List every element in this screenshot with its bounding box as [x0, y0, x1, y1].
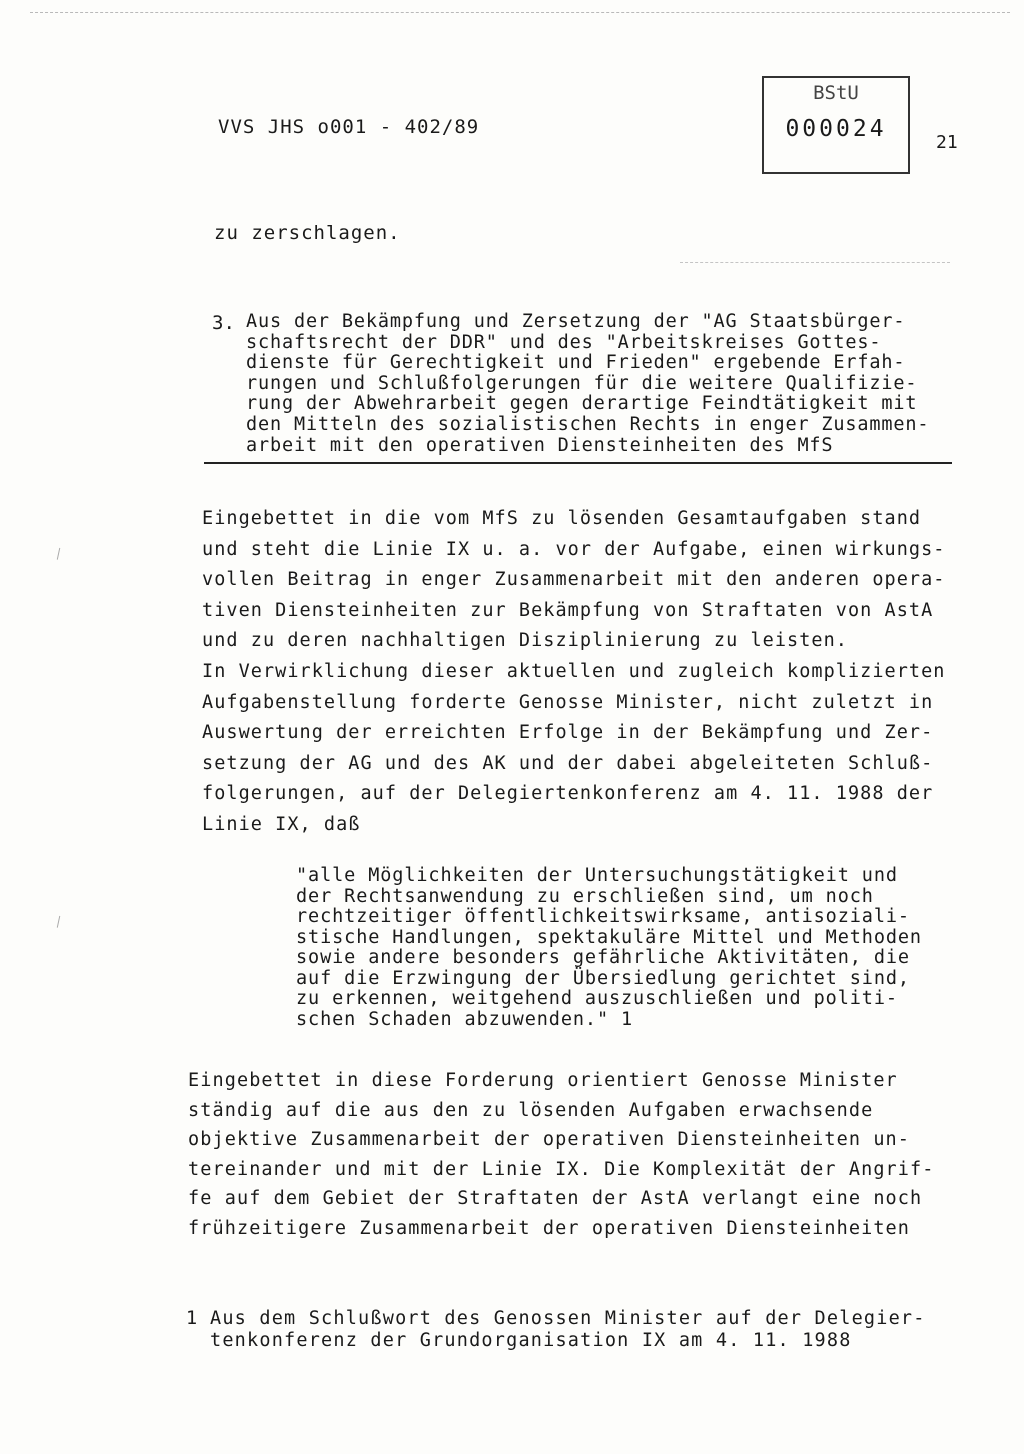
faint-divider — [680, 262, 950, 263]
footnote-text — [210, 1308, 926, 1352]
text-line: Auswertung der erreichten Erfolge in der Bekämpfung und Zer- — [202, 722, 934, 744]
margin-mark — [57, 548, 62, 560]
footnote-line: Aus dem Schlußwort des Genossen Minister auf der Delegier- — [210, 1308, 926, 1329]
heading-line: den Mitteln des sozialistischen Rechts in enger Zusammen- — [246, 413, 930, 435]
quote-line: "alle Möglichkeiten der Untersuchungstätigkeit und — [296, 865, 898, 886]
archive-stamp — [762, 76, 910, 174]
quote-line: schen Schaden abzuwenden." 1 — [296, 1008, 634, 1030]
heading-line: rungen und Schlußfolgerungen für die weitere Qualifizie- — [246, 372, 918, 394]
margin-mark — [57, 916, 62, 928]
page-number: 21 — [936, 132, 958, 153]
text-line: tereinander und mit der Linie IX. Die Komplexität der Angrif- — [188, 1158, 935, 1180]
text-line: ständig auf die aus den zu lösenden Aufgaben erwachsende — [188, 1099, 874, 1121]
section-number: 3. — [212, 312, 235, 334]
footnote-line: tenkonferenz der Grundorganisation IX am 4. 11. 1988 — [210, 1330, 852, 1351]
section-heading-text — [246, 312, 954, 456]
document-reference: VVS JHS o001 - 402/89 — [218, 116, 480, 138]
text-line: und zu deren nachhaltigen Disziplinierung zu leisten. — [202, 630, 848, 652]
text-line: Linie IX, daß — [202, 813, 361, 835]
text-line: objektive Zusammenarbeit der operativen Diensteinheiten un- — [188, 1129, 911, 1151]
body-paragraph-2 — [188, 1066, 948, 1244]
text-line: In Verwirklichung dieser aktuellen und zugleich komplizierten — [202, 660, 946, 682]
quote-line: der Rechtsanwendung zu erschließen sind, um noch — [296, 885, 874, 907]
quote-line: auf die Erzwingung der Übersiedlung gerichtet sind, — [296, 967, 910, 989]
text-line: frühzeitigere Zusammenarbeit der operativen Diensteinheiten — [188, 1217, 911, 1239]
block-quote — [296, 866, 936, 1030]
heading-line: schaftsrecht der DDR" und des "Arbeitskreises Gottes- — [246, 331, 882, 353]
text-line: folgerungen, auf der Delegiertenkonferenz am 4. 11. 1988 der — [202, 783, 934, 805]
quote-line: rechtzeitiger öffentlichkeitswirksame, antisoziali- — [296, 906, 910, 927]
top-divider — [30, 12, 1010, 13]
text-line: setzung der AG und des AK und der dabei abgeleiteten Schluß- — [202, 752, 934, 774]
text-line: fe auf dem Gebiet der Straftaten der AstA verlangt eine noch — [188, 1188, 923, 1210]
quote-line: sowie andere besonders gefährliche Aktivitäten, die — [296, 947, 910, 968]
heading-line: arbeit mit den operativen Diensteinheiten des MfS — [246, 434, 834, 456]
continuation-text: zu zerschlagen. — [214, 222, 401, 244]
text-line: vollen Beitrag in enger Zusammenarbeit mit den anderen opera- — [202, 569, 946, 591]
text-line: Aufgabenstellung forderte Genosse Minister, nicht zuletzt in — [202, 691, 934, 713]
text-line: Eingebettet in die vom MfS zu lösenden Gesamtaufgaben stand — [202, 508, 922, 529]
stamp-organization: BStU — [813, 82, 859, 104]
quote-line: zu erkennen, weitgehend auszuschließen und politi- — [296, 988, 898, 1009]
heading-line: rung der Abwehrarbeit gegen derartige Feindtätigkeit mit — [246, 393, 918, 415]
heading-line: dienste für Gerechtigkeit und Frieden" ergebende Erfah- — [246, 352, 906, 374]
body-paragraph-1 — [202, 504, 962, 841]
footnote-number: 1 — [186, 1308, 198, 1329]
text-line: tiven Diensteinheiten zur Bekämpfung von Straftaten von AstA — [202, 599, 934, 621]
stamp-number: 000024 — [785, 116, 887, 142]
quote-line: stische Handlungen, spektakuläre Mittel und Methoden — [296, 926, 922, 948]
heading-line: Aus der Bekämpfung und Zersetzung der "AG Staatsbürger- — [246, 311, 906, 332]
text-line: und steht die Linie IX u. a. vor der Aufgabe, einen wirkungs- — [202, 538, 946, 560]
heading-underline — [204, 462, 952, 464]
text-line: Eingebettet in diese Forderung orientiert Genosse Minister — [188, 1070, 898, 1091]
